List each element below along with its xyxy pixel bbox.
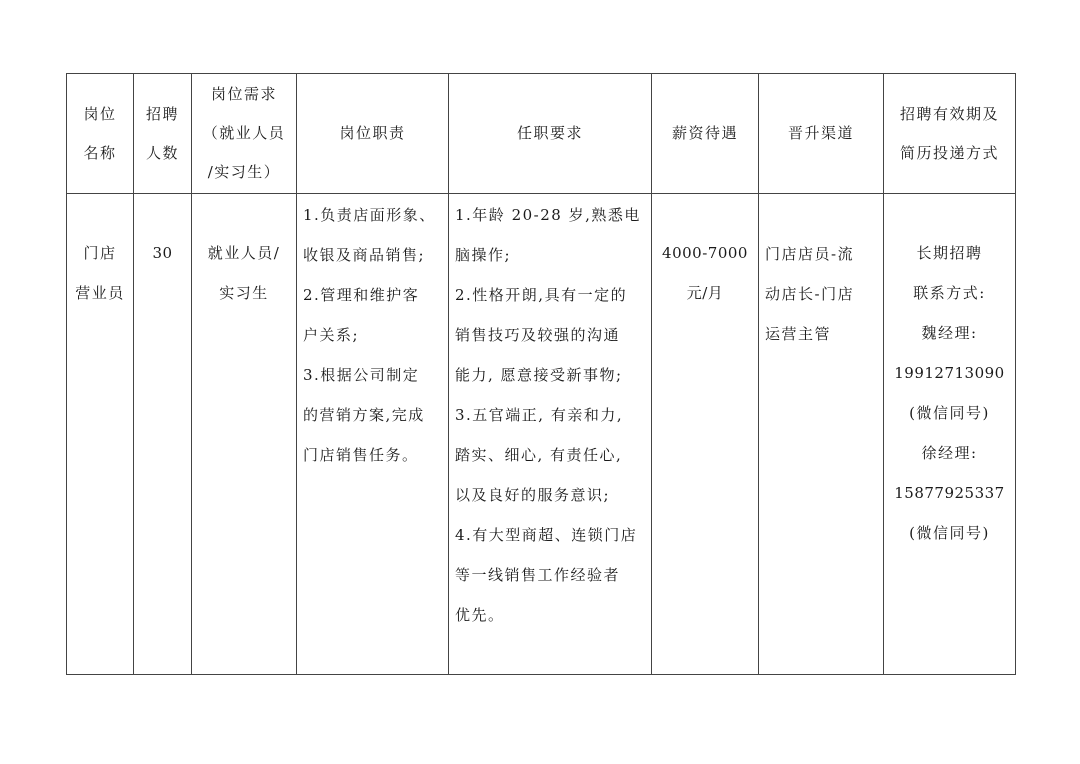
recruitment-table [66, 73, 1016, 675]
header-demand-line: （就业人员 [202, 124, 286, 142]
promotion-line: 门店店员-流 [765, 245, 855, 263]
header-demand-line: /实习生） [207, 163, 281, 181]
duty-line: 3.根据公司制定 [303, 366, 420, 384]
table-row [67, 194, 1016, 675]
header-promotion [759, 74, 884, 194]
header-salary-line: 薪资待遇 [671, 124, 738, 142]
contact-phone: 15877925337 [894, 484, 1005, 502]
header-position-line: 岗位 [83, 104, 117, 123]
requirement-line: 以及良好的服务意识; [455, 486, 611, 504]
header-duties [297, 74, 449, 194]
header-requirements-line: 任职要求 [516, 124, 583, 142]
cell-position-line: 营业员 [75, 284, 125, 302]
requirement-line: 4.有大型商超、连锁门店 [455, 526, 638, 544]
requirement-line: 销售技巧及较强的沟通 [455, 326, 621, 344]
contact-phone: 19912713090 [894, 364, 1005, 382]
cell-demand-line: 就业人员/ [207, 244, 281, 262]
duty-line: 的营销方案,完成 [303, 406, 425, 424]
requirement-line: 踏实、细心, 有责任心, [455, 446, 623, 464]
salary-line: 4000-7000 [662, 244, 748, 262]
header-demand [192, 74, 297, 194]
cell-count-value: 30 [152, 244, 173, 262]
header-row [67, 74, 1016, 194]
header-duties-line: 岗位职责 [339, 124, 406, 142]
contact-line: 联系方式: [913, 284, 986, 302]
header-salary [652, 74, 759, 194]
header-position [67, 74, 134, 194]
contact-line: 魏经理: [921, 324, 978, 342]
cell-salary [652, 194, 759, 675]
cell-demand [192, 194, 297, 675]
header-count-line: 招聘 [145, 104, 179, 123]
header-count-line: 人数 [145, 143, 179, 162]
promotion-line: 动店长-门店 [765, 285, 855, 303]
header-validity-line: 招聘有效期及 [899, 104, 999, 123]
header-position-line: 名称 [83, 143, 117, 162]
cell-requirements [449, 194, 652, 675]
cell-demand-line: 实习生 [219, 284, 269, 302]
requirement-line: 等一线销售工作经验者 [455, 566, 621, 584]
header-validity-line: 简历投递方式 [899, 143, 999, 162]
duty-line: 收银及商品销售; [303, 246, 426, 264]
cell-position [67, 194, 134, 675]
requirement-line: 能力, 愿意接受新事物; [455, 366, 623, 384]
requirement-line: 脑操作; [455, 246, 512, 264]
requirement-line: 2.性格开朗,具有一定的 [455, 286, 628, 304]
header-promotion-line: 晋升渠道 [787, 124, 854, 142]
salary-line: 元/月 [686, 284, 724, 302]
cell-duties [297, 194, 449, 675]
promotion-line: 运营主管 [765, 325, 832, 343]
header-validity [884, 74, 1016, 194]
header-requirements [449, 74, 652, 194]
header-count [134, 74, 192, 194]
duty-line: 门店销售任务。 [303, 446, 419, 464]
requirement-line: 优先。 [455, 606, 505, 624]
cell-contact [884, 194, 1016, 675]
contact-line: (微信同号) [909, 524, 990, 542]
contact-line: 长期招聘 [916, 244, 983, 262]
requirement-line: 1.年龄 20-28 岁,熟悉电 [455, 206, 641, 224]
duty-line: 2.管理和维护客 [303, 286, 420, 304]
cell-promotion [759, 194, 884, 675]
contact-line: 徐经理: [921, 444, 978, 462]
header-demand-line: 岗位需求 [210, 85, 277, 103]
cell-count [134, 194, 192, 675]
requirement-line: 3.五官端正, 有亲和力, [455, 406, 624, 424]
duty-line: 1.负责店面形象、 [303, 206, 436, 224]
contact-line: (微信同号) [909, 404, 990, 422]
duty-line: 户关系; [303, 326, 360, 344]
cell-position-line: 门店 [83, 244, 117, 262]
